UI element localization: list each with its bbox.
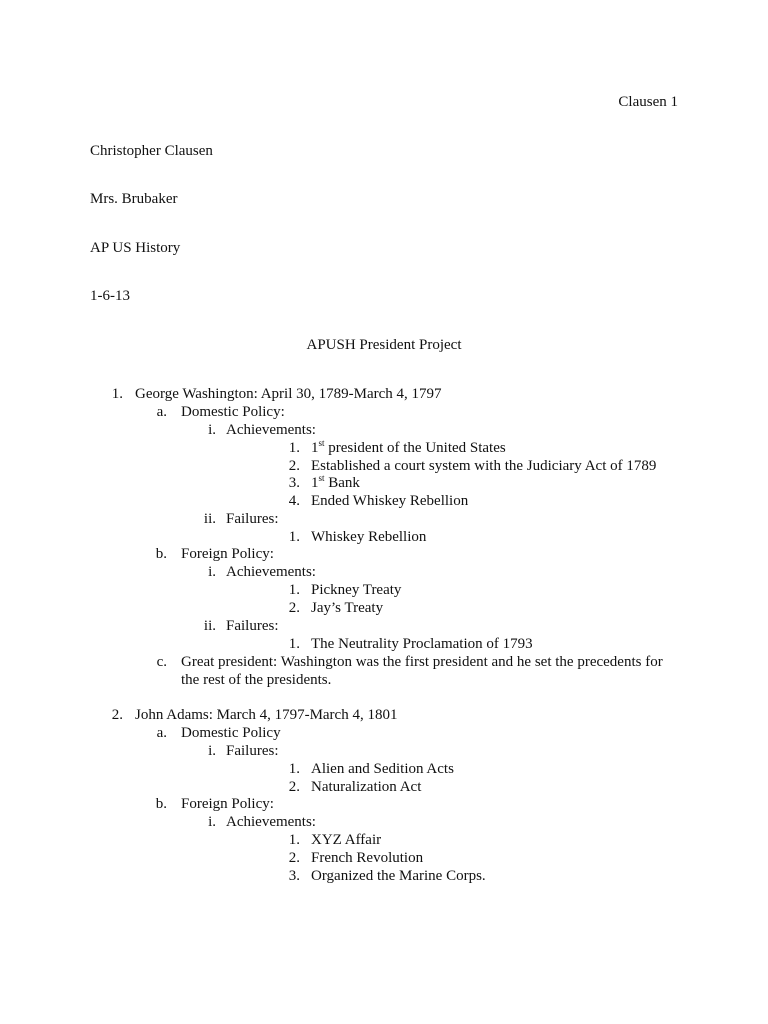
list-letter: b. <box>155 546 167 562</box>
list-letter: b. <box>155 796 167 812</box>
item-number: 1. <box>288 529 300 545</box>
list-item: 1st president of the United States <box>311 438 506 456</box>
item-number: 1. <box>288 440 300 456</box>
list-number: 2. <box>111 707 123 723</box>
list-roman: i. <box>208 422 216 438</box>
item-number: 1. <box>288 761 300 777</box>
ordinal-suffix: st <box>318 473 325 483</box>
list-number: 1. <box>111 386 123 402</box>
list-item: Alien and Sedition Acts <box>311 761 454 777</box>
student-name: Christopher Clausen <box>90 143 213 159</box>
list-item: The Neutrality Proclamation of 1793 <box>311 636 533 652</box>
item-number: 1. <box>288 582 300 598</box>
list-roman: ii. <box>203 511 216 527</box>
failures-label: Failures: <box>226 618 279 634</box>
item-number: 1. <box>288 832 300 848</box>
domestic-policy-label: Domestic Policy: <box>181 404 285 420</box>
foreign-policy-label: Foreign Policy: <box>181 546 274 562</box>
teacher-name: Mrs. Brubaker <box>90 191 178 207</box>
list-letter: a. <box>156 725 167 741</box>
list-item: XYZ Affair <box>311 832 382 848</box>
list-roman: i. <box>208 814 216 830</box>
document-date: 1-6-13 <box>90 288 130 304</box>
list-item: French Revolution <box>311 850 424 866</box>
president-heading: George Washington: April 30, 1789-March 4, 1797 <box>135 386 442 402</box>
list-item: Jay’s Treaty <box>311 600 384 616</box>
list-item: Established a court system with the Judiciary Act of 1789 <box>311 458 657 474</box>
item-number: 4. <box>288 493 300 509</box>
list-roman: ii. <box>203 618 216 634</box>
item-number: 2. <box>288 600 300 616</box>
item-number: 1. <box>288 636 300 652</box>
verdict-line: Great president: Washington was the first president and he set the precedents for <box>181 654 663 670</box>
achievements-label: Achievements: <box>226 422 316 438</box>
list-item: Naturalization Act <box>311 779 422 795</box>
domestic-policy-label: Domestic Policy <box>181 725 281 741</box>
list-roman: i. <box>208 743 216 759</box>
item-number: 3. <box>288 868 300 884</box>
item-number: 2. <box>288 850 300 866</box>
achievements-label: Achievements: <box>226 814 316 830</box>
failures-label: Failures: <box>226 743 279 759</box>
achievements-label: Achievements: <box>226 564 316 580</box>
item-number: 3. <box>288 475 300 491</box>
page-header-label: Clausen 1 <box>618 94 678 110</box>
document-title: APUSH President Project <box>306 337 462 353</box>
item-number: 2. <box>288 458 300 474</box>
list-item: Organized the Marine Corps. <box>311 868 486 884</box>
item-number: 2. <box>288 779 300 795</box>
ordinal-suffix: st <box>318 438 325 448</box>
list-roman: i. <box>208 564 216 580</box>
list-item: 1st Bank <box>311 473 360 491</box>
foreign-policy-label: Foreign Policy: <box>181 796 274 812</box>
list-item: Pickney Treaty <box>311 582 402 598</box>
verdict-line: the rest of the presidents. <box>181 672 332 688</box>
list-letter: c. <box>156 654 167 670</box>
list-item: Whiskey Rebellion <box>311 529 427 545</box>
list-letter: a. <box>156 404 167 420</box>
president-heading: John Adams: March 4, 1797-March 4, 1801 <box>135 707 398 723</box>
list-item: Ended Whiskey Rebellion <box>311 493 469 509</box>
course-name: AP US History <box>90 240 181 256</box>
failures-label: Failures: <box>226 511 279 527</box>
